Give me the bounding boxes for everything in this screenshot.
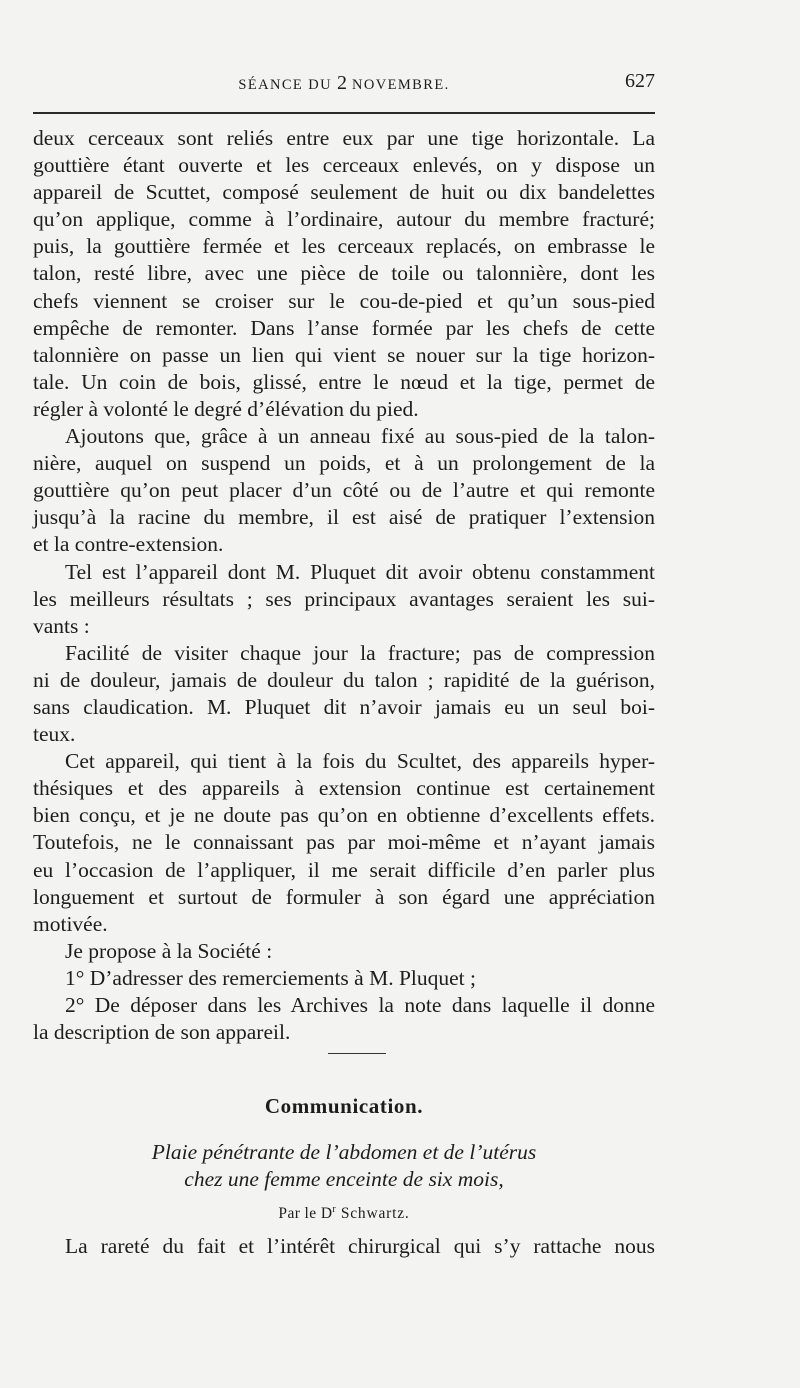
- text-line: la description de son appareil.: [33, 1020, 291, 1045]
- byline-author: Schwartz.: [336, 1205, 410, 1223]
- section-divider: [328, 1053, 386, 1054]
- text-line: et la contre-extension.: [33, 532, 224, 557]
- text-line: Cet appareil, qui tient à la fois du Scultet, des appareils hyper-: [65, 749, 655, 774]
- paragraph: [33, 559, 655, 640]
- text-line: puis, la gouttière fermée et les cerceaux replacés, on embrasse le: [33, 234, 655, 259]
- text-line: tale. Un coin de bois, glissé, entre le nœud et la tige, permet de: [33, 369, 655, 394]
- text-line: La rareté du fait et l’intérêt chirurgical qui s’y rattache nous: [65, 1234, 655, 1258]
- article-title-line: chez une femme enceinte de six mois,: [184, 1167, 504, 1191]
- text-line: Toutefois, ne le connaissant pas par moi-même et n’ayant jamais: [33, 830, 655, 855]
- paragraph: [33, 125, 655, 423]
- final-paragraph: [33, 1233, 655, 1260]
- text-line: Je propose à la Société :: [65, 938, 273, 963]
- running-title-date: 2: [336, 72, 347, 94]
- text-line: talonnière on passe un lien qui vient se nouer sur la tige horizon-: [33, 342, 655, 367]
- article-title-line: Plaie pénétrante de l’abdomen et de l’utérus: [151, 1140, 537, 1164]
- text-line: Facilité de visiter chaque jour la fracture; pas de compression: [65, 640, 655, 665]
- article-byline: [33, 1204, 655, 1223]
- paragraph: [33, 423, 655, 558]
- text-line: sans claudication. M. Pluquet dit n’avoir jamais eu un seul boi-: [33, 694, 655, 719]
- paragraph: [33, 992, 655, 1046]
- text-line: 2° De déposer dans les Archives la note dans laquelle il donne: [65, 993, 655, 1017]
- paragraph: [33, 748, 655, 938]
- paragraph: [33, 965, 655, 992]
- paragraph: [33, 938, 655, 965]
- text-line: empêche de remonter. Dans l’anse formée par les chefs de cette: [33, 315, 655, 340]
- header-rule: [33, 112, 655, 114]
- text-line: teux.: [33, 722, 76, 747]
- running-title-suffix: NOVEMBRE.: [346, 77, 450, 93]
- text-line: ni de douleur, jamais de douleur du talon ; rapidité de la guérison,: [33, 667, 655, 692]
- text-line: gouttière étant ouverte et les cerceaux enlevés, on y dispose un: [33, 153, 655, 178]
- byline-sup: r: [332, 1204, 337, 1215]
- section-heading: Communication.: [264, 1094, 424, 1118]
- text-line: talon, resté libre, avec une pièce de toile ou talonnière, dont les: [33, 261, 655, 286]
- text-line: les meilleurs résultats ; ses principaux avantages seraient les sui-: [33, 586, 655, 611]
- text-line: jusqu’à la racine du membre, il est aisé de pratiquer l’extension: [33, 505, 655, 530]
- text-line: deux cerceaux sont reliés entre eux par une tige horizontale. La: [33, 126, 655, 150]
- text-line: appareil de Scuttet, composé seulement de huit ou dix bandelettes: [33, 180, 655, 205]
- text-line: qu’on applique, comme à l’ordinaire, autour du membre fracturé;: [33, 207, 655, 232]
- text-line: nière, auquel on suspend un poids, et à un prolongement de la: [33, 451, 655, 476]
- page-number: 627: [625, 70, 655, 92]
- page-header: [33, 72, 655, 98]
- text-line: 1° D’adresser des remerciements à M. Pluquet ;: [65, 965, 476, 990]
- text-line: gouttière qu’on peut placer d’un côté ou de l’autre et qui remonte: [33, 478, 655, 503]
- text-line: eu l’occasion de l’appliquer, il me serait difficile d’en parler plus: [33, 857, 655, 882]
- text-line: Tel est l’appareil dont M. Pluquet dit avoir obtenu constamment: [65, 559, 655, 584]
- running-title: [33, 72, 655, 95]
- running-title-prefix: SÉANCE DU: [238, 77, 337, 93]
- text-line: chefs viennent se croiser sur le cou-de-pied et qu’un sous-pied: [33, 288, 655, 313]
- text-line: vants :: [33, 613, 90, 638]
- text-line: motivée.: [33, 911, 108, 936]
- text-line: régler à volonté le degré d’élévation du pied.: [33, 396, 419, 421]
- text-line: thésiques et des appareils à extension continue est certainement: [33, 776, 655, 801]
- body-text: [33, 125, 655, 1046]
- paragraph: [33, 640, 655, 748]
- article-title: [33, 1139, 655, 1193]
- text-line: longuement et surtout de formuler à son égard une appréciation: [33, 884, 655, 909]
- text-line: Ajoutons que, grâce à un anneau fixé au sous-pied de la talon-: [65, 424, 655, 449]
- text-line: bien conçu, et je ne doute pas qu’on en obtienne d’excellents effets.: [33, 803, 655, 828]
- byline-prefix: Par le D: [278, 1205, 333, 1223]
